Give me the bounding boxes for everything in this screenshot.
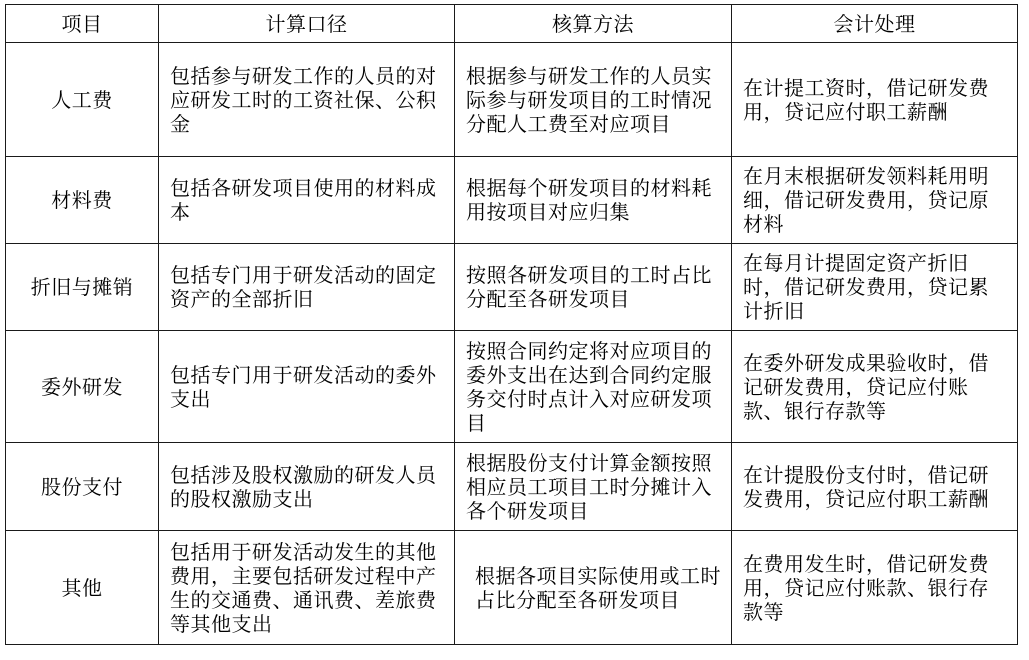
row-scope-cell: 包括各研发项目使用的材料成本 [159,157,455,244]
row-accounting-cell: 在计提工资时，借记研发费用，贷记应付职工薪酬 [732,43,1018,157]
row-method-cell: 根据股份支付计算金额按照相应员工项目工时分摊计入各个研发项目 [455,443,732,531]
header-row [6,5,1018,43]
table-row [6,43,1018,157]
header-item: 项目 [6,5,159,43]
row-item-cell: 委外研发 [6,331,159,443]
row-scope-cell: 包括参与研发工作的人员的对应研发工时的工资社保、公积金 [159,43,455,157]
row-item-cell: 人工费 [6,43,159,157]
rd-expense-table [5,4,1018,645]
table-row [6,331,1018,443]
header-method: 核算方法 [455,5,732,43]
row-method-cell: 按照合同约定将对应项目的委外支出在达到合同约定服务交付时点计入对应研发项目 [455,331,732,443]
header-scope: 计算口径 [159,5,455,43]
row-accounting-cell: 在委外研发成果验收时，借记研发费用，贷记应付账款、银行存款等 [732,331,1018,443]
table-row [6,157,1018,244]
row-accounting-cell: 在费用发生时，借记研发费用，贷记应付账款、银行存款等 [732,531,1018,645]
table-row [6,443,1018,531]
row-item-cell: 其他 [6,531,159,645]
row-scope-cell: 包括用于研发活动发生的其他费用，主要包括研发过程中产生的交通费、通讯费、差旅费等其他支出 [159,531,455,645]
row-scope-cell: 包括专门用于研发活动的委外支出 [159,331,455,443]
table-row [6,531,1018,645]
header-accounting: 会计处理 [732,5,1018,43]
row-item-cell: 股份支付 [6,443,159,531]
row-method-cell: 按照各研发项目的工时占比分配至各研发项目 [455,244,732,331]
row-method-cell: 根据每个研发项目的材料耗用按项目对应归集 [455,157,732,244]
row-item-cell: 材料费 [6,157,159,244]
row-method-cell: 根据各项目实际使用或工时占比分配至各研发项目 [455,531,732,645]
row-method-cell: 根据参与研发工作的人员实际参与研发项目的工时情况分配人工费至对应项目 [455,43,732,157]
table-row [6,244,1018,331]
row-accounting-cell: 在每月计提固定资产折旧时，借记研发费用，贷记累计折旧 [732,244,1018,331]
row-scope-cell: 包括涉及股权激励的研发人员的股权激励支出 [159,443,455,531]
row-accounting-cell: 在计提股份支付时，借记研发费用，贷记应付职工薪酬 [732,443,1018,531]
row-item-cell: 折旧与摊销 [6,244,159,331]
row-scope-cell: 包括专门用于研发活动的固定资产的全部折旧 [159,244,455,331]
row-accounting-cell: 在月末根据研发领料耗用明细，借记研发费用，贷记原材料 [732,157,1018,244]
